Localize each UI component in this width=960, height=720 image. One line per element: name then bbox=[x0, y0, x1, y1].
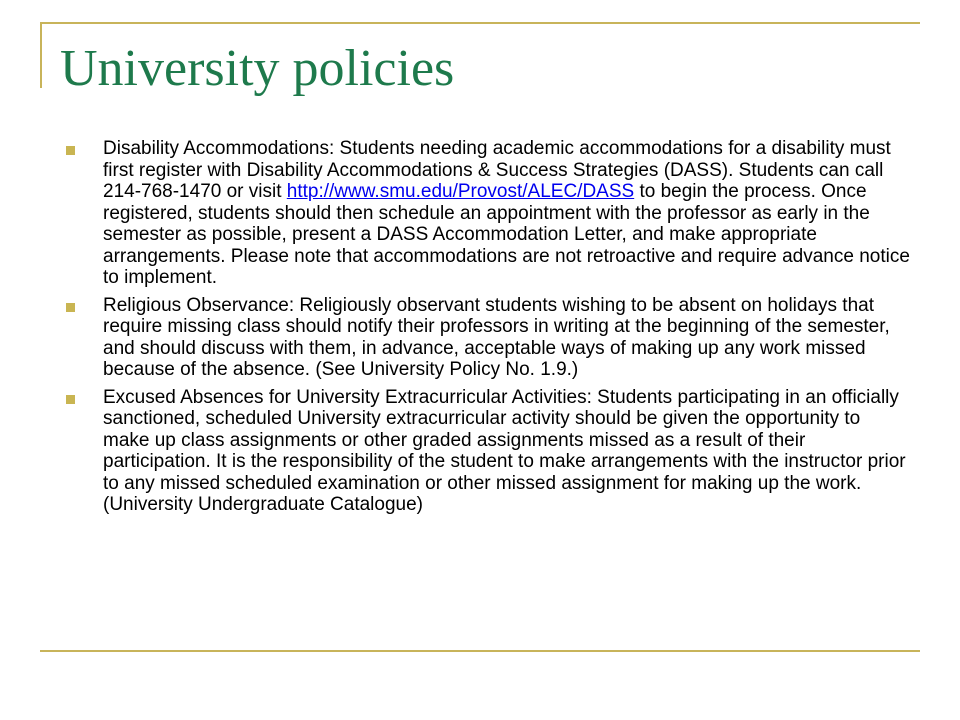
bullet-text: Excused Absences for University Extracurricular Activities: Students participating in an officially sanctioned, scheduled University extracurricular activity should be given the opportunity to make up class assignments or other graded assignments missed as a result of their participation. It is the responsibility of the student to make arrangements with the instructor prior to any missed scheduled examination or other missed assignment for making up the work. (University Undergraduate Catalogue) bbox=[103, 386, 906, 515]
policy-excused-absences bbox=[64, 387, 910, 516]
policy-disability-accommodations bbox=[64, 138, 910, 289]
top-rule bbox=[40, 22, 920, 24]
bottom-rule bbox=[40, 650, 920, 652]
left-rule bbox=[40, 22, 42, 88]
policy-religious-observance bbox=[64, 295, 910, 381]
bullet-text: to begin the process. Once registered, students should then schedule an appointment with the professor as early in the semester as possible, present a DASS Accommodation Letter, and make appropriate arrangements. Please note that accommodations are not retroactive and require advance notice to implement. bbox=[103, 181, 910, 288]
slide-title: University policies bbox=[60, 40, 455, 97]
square-bullet-icon bbox=[66, 303, 75, 312]
dass-link[interactable]: http://www.smu.edu/Provost/ALEC/DASS bbox=[286, 181, 635, 202]
square-bullet-icon bbox=[66, 146, 75, 155]
bullet-text: Disability Accommodations: Students needing academic accommodations for a disability must first register with Disability Accommodations & Success Strategies (DASS). Students can call 214-768-1470 or visit bbox=[103, 138, 891, 202]
bullet-text: Religious Observance: Religiously observant students wishing to be absent on holidays that require missing class should notify their professors in writing at the beginning of the semester, and should discuss with them, in advance, acceptable ways of making up any work missed because of the absence. (See University Policy No. 1.9.) bbox=[103, 294, 890, 380]
square-bullet-icon bbox=[66, 395, 75, 404]
policy-list bbox=[64, 138, 910, 522]
